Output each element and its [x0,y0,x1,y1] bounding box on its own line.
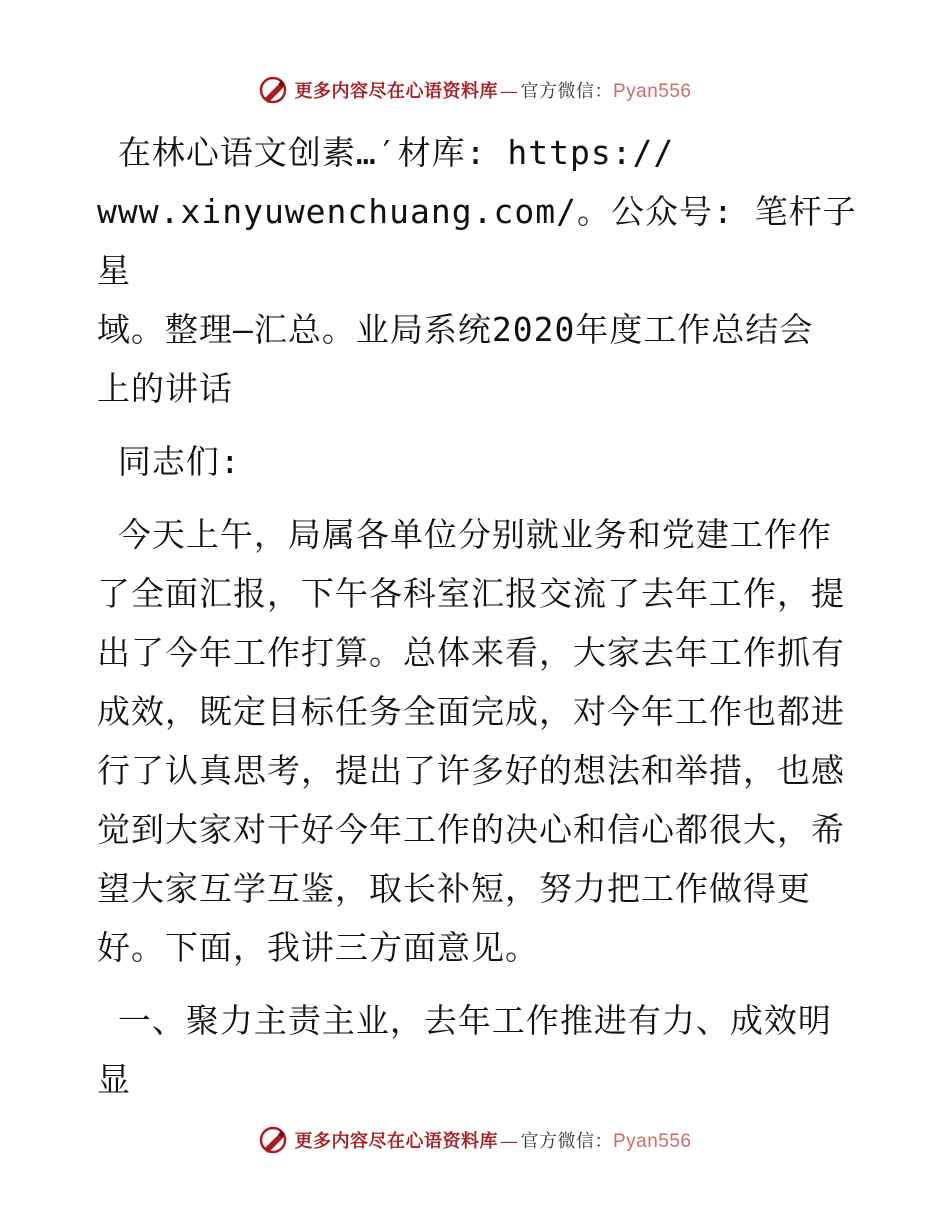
footer-banner-label: 官方微信： [520,1131,613,1152]
header-banner-id: Pyan556 [612,81,692,102]
body-line-2: 了全面汇报，下午各科室汇报交流了去年工作，提 [97,574,845,613]
body-line-8: 好。下面，我讲三方面意见。 [97,928,539,967]
body-line-6: 觉到大家对干好今年工作的决心和信心都很大，希 [97,810,845,849]
footer-banner-id: Pyan556 [612,1131,692,1152]
body-line-3: 出了今年工作打算。总体来看，大家去年工作抓有 [97,633,845,672]
footer-banner-text [294,1127,691,1153]
document-body [97,123,857,1109]
salutation: 同志们: [97,442,241,481]
paragraph-gap [97,418,857,432]
pen-logo-icon [258,1125,288,1155]
body-line-7: 望大家互学互鉴，取长补短，努力把工作做得更 [97,869,811,908]
section-heading [97,991,857,1109]
body-line-5: 行了认真思考，提出了许多好的想法和举措，也感 [97,751,845,790]
body-line-4: 成效，既定目标任务全面完成，对今年工作也都进 [97,692,845,731]
paragraph-gap [97,977,857,991]
paragraph-gap [97,491,857,505]
header-banner [0,70,950,110]
header-banner-main: 更多内容尽在心语资料库 [294,81,498,102]
footer-banner [0,1120,950,1160]
section-heading-line-2: 显 [97,1060,131,1099]
body-paragraph [97,505,857,977]
title-line-1: 在林心语文创素…′材库: https:// [97,133,675,172]
footer-banner-separator: — [499,1131,519,1152]
title-line-2: www.xinyuwenchuang.com/。公众号: 笔杆子星 [97,192,857,290]
header-banner-separator: — [499,81,519,102]
title-line-3: 域。整理—汇总。业局系统2020年度工作总结会 [97,310,814,349]
document-title [97,123,857,418]
footer-banner-main: 更多内容尽在心语资料库 [294,1131,498,1152]
title-line-4: 上的讲话 [97,369,233,408]
body-line-1: 今天上午，局属各单位分别就业务和党建工作作 [97,515,832,554]
header-banner-label: 官方微信： [520,81,613,102]
pen-logo-icon [258,75,288,105]
header-banner-text [294,77,691,103]
section-heading-line-1: 一、聚力主责主业，去年工作推进有力、成效明 [97,1001,832,1040]
